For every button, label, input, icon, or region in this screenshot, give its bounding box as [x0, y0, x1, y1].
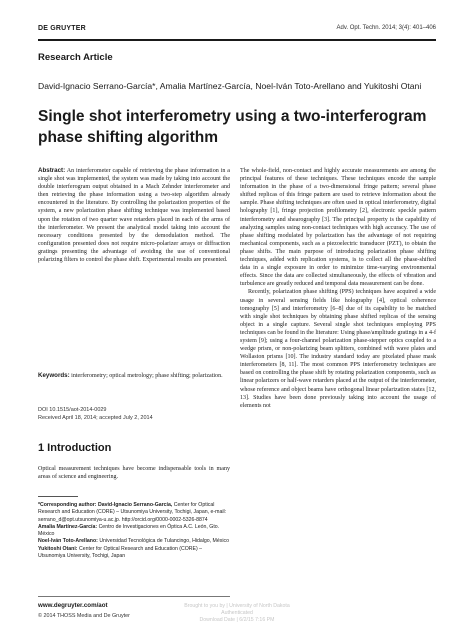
affiliation-name: Yukitoshi Otani:: [38, 545, 78, 552]
article-title: Single shot interferometry using a two-interferogram phase shifting algorithm: [38, 108, 427, 146]
footer-divider: [38, 596, 230, 597]
keywords-text: interferometry; optical metrology; phase shifting; polarization.: [71, 373, 223, 379]
download-watermark: [150, 603, 324, 624]
affiliation-item: [38, 524, 230, 539]
paragraph: Recently, polarization phase shifting (PPS) techniques have acquired a wide usage in several sensing fields like holography [4], optical coherence tomography [5] and interferometry [6–8] due of its capability to be matched with single shot techniques by obtaining phase shifted replicas of the sensing object in a single capture. Several single shot techniques employing PPS techniques can be found in the literature: Using phase/amplitude gratings in a 4-f system [9]; using a four-channel polarization phase-stepper optics coupled to a wedge prism, or non-polarizing beam splitters, combined with wave plates and Wollaston prisms [10]. The industry standard today are pixelated phase mask interferometers [8, 11]. The most common PPS interferometry techniques are based on controlling the phase shift by rotating polarization components, such as linear polarizers or half-wave retarders placed at the output of the interferometer, whose reference and object beams have orthogonal linear polarization states [12, 13]. Studies have been done previously taking into account the usage of elements not: [240, 289, 436, 409]
publication-info: [38, 406, 230, 422]
affiliation-name: Amalia Martínez-García:: [38, 523, 98, 530]
watermark-line: Brought to you by | University of North Dakota: [184, 603, 290, 609]
affiliation-text: Universidad Tecnológica de Tulancingo, Hidalgo, México: [99, 538, 229, 545]
section-heading: 1 Introduction: [38, 442, 112, 454]
affiliation-name: *Corresponding author: David-Ignacio Serrano-García,: [38, 502, 173, 508]
author-affiliations: [38, 502, 230, 560]
keywords: [38, 372, 230, 380]
abstract-text: An interferometer capable of retrieving the phase information in a single shot was implemented, the system was made by taking into account the double interferogram output obtained in a Mach Zehnder interferometer and then retrieving the phase information using a two-step algorithm already encountered in the literature. By controlling the polarization properties of the system, a new polarization phase shifting technique was implemented based upon the rotation of two quarter wave retarders placed in each of the arms of the interferometer. We present the analytical model taking into account the necessary conditions presented by the demodulation method. The configuration presented does not require micro-polarizer arrays or diffraction gratings presenting the advantage of avoiding the use of conventional polarizing filters to control the phase shift. Experimental results are presented.: [38, 168, 230, 264]
journal-website-link[interactable]: www.degruyter.com/aot: [38, 602, 108, 609]
paragraph: The whole-field, non-contact and highly accurate measurements are among the principal features of these techniques. These techniques encode the sample information in the phase of a two-dimensional fringe pattern; several phase shifted replicas of this fringe pattern are used to retrieve information about the sample. Phase shifting techniques are often used in optical interferometry, digital holography [1], fringe projection profilometry [2], electronic speckle pattern interferometry and shearography [3]. The principal property is the capability of analyzing samples using non-contact techniques with high accuracy. The use of phase shifting modulated by polarization has the advantage of not requiring mechanical components, such as a piezoelectric transducer (PZT), to obtain the phase shifts. The main purpose of introducing polarization phase shifting techniques, added with replication systems, is to collect all the phase-shifted data in a single exposure in order to minimize time-varying environmental effects. Since the data are collected simultaneously, the effects of vibration and turbulence are greatly reduced and temporal data measurement can be done.: [240, 168, 436, 288]
header-divider: [38, 39, 436, 41]
affiliation-item: [38, 538, 230, 545]
abstract-label: Abstract:: [38, 167, 66, 174]
affiliation-text: Centro de Investigaciones en Óptica A.C. León, Gto. México: [38, 523, 220, 538]
affiliation-name: Noel-Iván Toto-Arellano:: [38, 538, 98, 545]
body-right-column: [240, 167, 436, 410]
doi: DOI 10.1515/aot-2014-0029: [38, 407, 107, 413]
watermark-line: Download Date | 6/2/15 7:16 PM: [199, 617, 275, 623]
publication-dates: Received April 18, 2014; accepted July 2, 2014: [38, 415, 153, 422]
publisher-name: DE GRUYTER: [38, 25, 86, 32]
abstract: [38, 167, 230, 264]
watermark-line: Authenticated: [221, 610, 253, 616]
footnote-divider: [38, 496, 78, 497]
affiliation-item: [38, 502, 230, 524]
author-list: David-Ignacio Serrano-García*, Amalia Martínez-García, Noel-Iván Toto-Arellano and Yukitoshi Otani: [38, 81, 422, 91]
affiliation-text: Center for Optical Research and Education (CORE) – Utsunomiya University, Tochigi, Japan, e-mail: serrano_d@opt.utsunomiya-u.ac.jp. http://orcid.org/0000-0002-5326-8874: [38, 502, 227, 523]
affiliation-item: [38, 546, 230, 561]
page-header: [38, 25, 436, 37]
journal-reference: Adv. Opt. Techn. 2014; 3(4): 401–406: [336, 25, 436, 31]
affiliation-text: Center for Optical Research and Education (CORE) – Utsunomiya University, Tochigi, Japan: [38, 545, 203, 560]
copyright-notice: © 2014 THOSS Media and De Gruyter: [38, 613, 130, 619]
article-type: Research Article: [38, 52, 113, 63]
introduction-text: Optical measurement techniques have become indispensable tools in many areas of science and engineering.: [38, 466, 230, 481]
keywords-label: Keywords:: [38, 372, 70, 379]
